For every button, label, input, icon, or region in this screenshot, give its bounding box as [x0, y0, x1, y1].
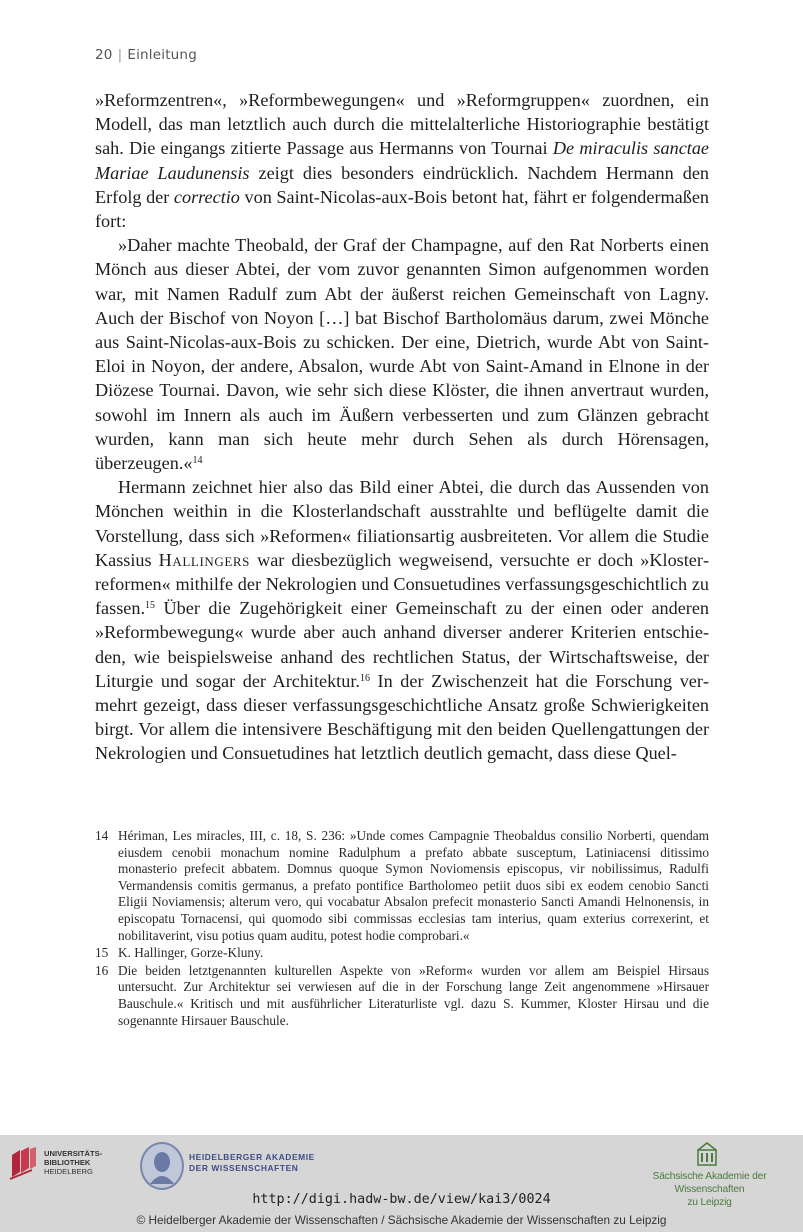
paragraph-1	[95, 88, 709, 233]
hadw-logo-text	[189, 1152, 315, 1173]
quote-text: »Daher machte Theobald, der Graf der Champagne, auf den Rat Norberts einen Mönch aus dieser Abtei, der vom zuvor genannten Simon aufgenommen worden war, mit Namen Radulf zum Abt der äußerst reichen Gemeinschaft von Lagny. Auch der Bischof von Noyon […] bat Bischof Bartholomäus darum, zwei Mönche aus Saint-Nicolas-aux-Bois zu schicken. Der eine, Dietrich, wurde Abt von Saint-Eloi in Noyon, der andere, Absalon, wurde Abt von Saint-Amand in Elnone in der Diözese Tournai. Davon, wie sehr sich diese Klöster, die ihnen anvertraut wurden, sowohl im Innern als auch im Äußern verbesserten und zum Glänzen gebracht wurden, kann man sich heute mehr durch Sehen als durch Hörensagen, überzeugen.«	[95, 235, 709, 474]
paragraph-1-text-b: zeigt dies besonders eindrücklich. Nachdem Hermann den Erfolg der	[95, 162, 709, 207]
paragraph-3-text-d: In der Zwischenzeit hat die Forschung vermehrt gezeigt, dass dieser verfassungsgeschichtliche Ansatz große Schwierigkeiten birgt. Vor allem die intensivere Beschäftigung mit den beiden Quellengattungen der Nekrologien und Consuetudines hat letztlich deutlich gemacht, dass diese Quel-	[95, 670, 709, 764]
footnote-text: Die beiden letztgenannten kulturellen Aspekte von »Reform« wurden vor allem am Beispiel Hirsaus untersucht. Zur Architektur sei verwiesen auf die in der Forschung lange Zeit angenommene »Hirsauer Bauschule.« Kritisch und mit ausführlicher Literaturliste vgl. dazu S. Kummer, Kloster Hirsau und die sogenannte Hirsauer Bauschule.	[118, 962, 709, 1028]
paragraph-1-text-c: von Saint-Nicolas-aux-Bois betont hat, fährt er folgendermaßen fort:	[95, 186, 709, 232]
hadw-portrait-icon	[142, 1144, 182, 1188]
saw-logo-line-2: zu Leipzig	[687, 1197, 732, 1208]
footnote-number: 16	[95, 962, 109, 978]
footnote-ref-15[interactable]: 15	[145, 600, 155, 612]
footnote-ref-16[interactable]: 16	[359, 672, 370, 684]
running-head-separator: |	[117, 47, 123, 63]
ub-logo-text	[44, 1149, 102, 1176]
footnote-item	[95, 945, 709, 962]
ub-logo-line-1: UNIVERSITÄTS-	[44, 1149, 103, 1158]
hadw-logo-line-2: DER WISSENSCHAFTEN	[189, 1162, 299, 1173]
main-text	[95, 88, 709, 766]
saw-logo-line-1: Sächsische Akademie der Wissenschaften	[652, 1171, 767, 1195]
paragraph-2-quote	[95, 233, 709, 475]
correctio-term: correctio	[173, 186, 240, 207]
copyright-notice: © Heidelberger Akademie der Wissenschaften / Sächsische Akademie der Wissenschaften zu Leipzig	[136, 1213, 667, 1227]
source-url-link[interactable]: http://digi.hadw-bw.de/view/kai3/0024	[252, 1192, 551, 1207]
paragraph-3-text-b: war diesbezüglich wegweisend, versuchte er doch »Klosterreformen« mithilfe der Nekrologien und Consuetudines verfassungsgeschichtlich zu fassen.	[95, 549, 709, 619]
hadw-seal-icon	[140, 1142, 184, 1190]
footnote-text: Hériman, Les miracles, III, c. 18, S. 236: »Unde comes Campagnie Theobaldus consilio Norberti, quendam eiusdem cenobii monachum nomine Radulphum a prefato abbate susceptum, Latiniacensi ditissimo monasterio prefecit abbatem. Domnus quoque Symon Noviomensis episcopus, vir nobilissimus, Radulfi Vermandensis comitis germanus, a prefato pontifice Bartholomeo petiit duos sibi ex eodem cenobio Sancti Eligii Noviamensis; alterum vero, qui vocabatur Absalon prefecit monasterio Sancti Amandi Helnonensis, in episcopatu Tornacensi, qui quomodo sibi commissas ecclesias tam interius, quam exterius correxerint, et nobilitaverint, visu potius quam auditu, potest hodie comprobari.«	[118, 828, 709, 943]
footnote-text: K. Hallinger, Gorze-Kluny.	[118, 945, 264, 961]
paragraph-1-text-a: »Reformzentren«, »Reformbewegungen« und »Reformgruppen« zuordnen, ein Modell, das man letztlich auch durch die mittelalterliche Historiographie bestätigt sah. Die eingangs zitierte Passage aus Hermanns von Tournai	[95, 90, 709, 159]
ub-heidelberg-logo[interactable]	[8, 1144, 113, 1184]
footnote-item	[95, 963, 709, 1029]
footnotes	[95, 828, 709, 1030]
hadw-logo[interactable]	[140, 1142, 340, 1196]
paragraph-3-text-c: Über die Zugehörigkeit einer Gemeinschaft zu der einen oder anderen »Reformbewegung« wurde aber auch anhand diverser anderer Kriterien entschieden, wie beispielsweise anhand des rechtlichen Status, der Wirtschaftsweise, der Liturgie und sogar der Architektur.	[95, 598, 709, 691]
author-name-hallinger: Hallingers	[158, 549, 251, 570]
footnote-number: 14	[95, 828, 109, 843]
page-number: 20	[95, 47, 113, 63]
paragraph-3-text-a: Hermann zeichnet hier also das Bild einer Abtei, die durch das Aussenden von Mönchen weithin in die Klosterlandschaft ausstrahlte und beflügelte damit die Vorstellung, dass sich »Reformen« filiationsartig ausbreiteten. Vor allem die Studie Kassius	[95, 477, 709, 570]
ub-logo-icon	[8, 1146, 38, 1180]
ub-logo-line-2: BIBLIOTHEK	[44, 1158, 91, 1167]
paragraph-3	[95, 475, 709, 765]
footnote-number: 15	[95, 945, 109, 961]
footnote-item	[95, 828, 709, 944]
work-title: De miraculis sanctae Mariae Laudunensis	[95, 138, 709, 183]
ub-logo-line-3: HEIDELBERG	[44, 1167, 93, 1176]
section-title: Einleitung	[127, 47, 197, 63]
running-head	[95, 47, 197, 63]
hadw-logo-line-1: HEIDELBERGER AKADEMIE	[189, 1152, 315, 1162]
saw-building-icon	[697, 1142, 717, 1166]
footnote-ref-14[interactable]: 14	[192, 455, 203, 467]
